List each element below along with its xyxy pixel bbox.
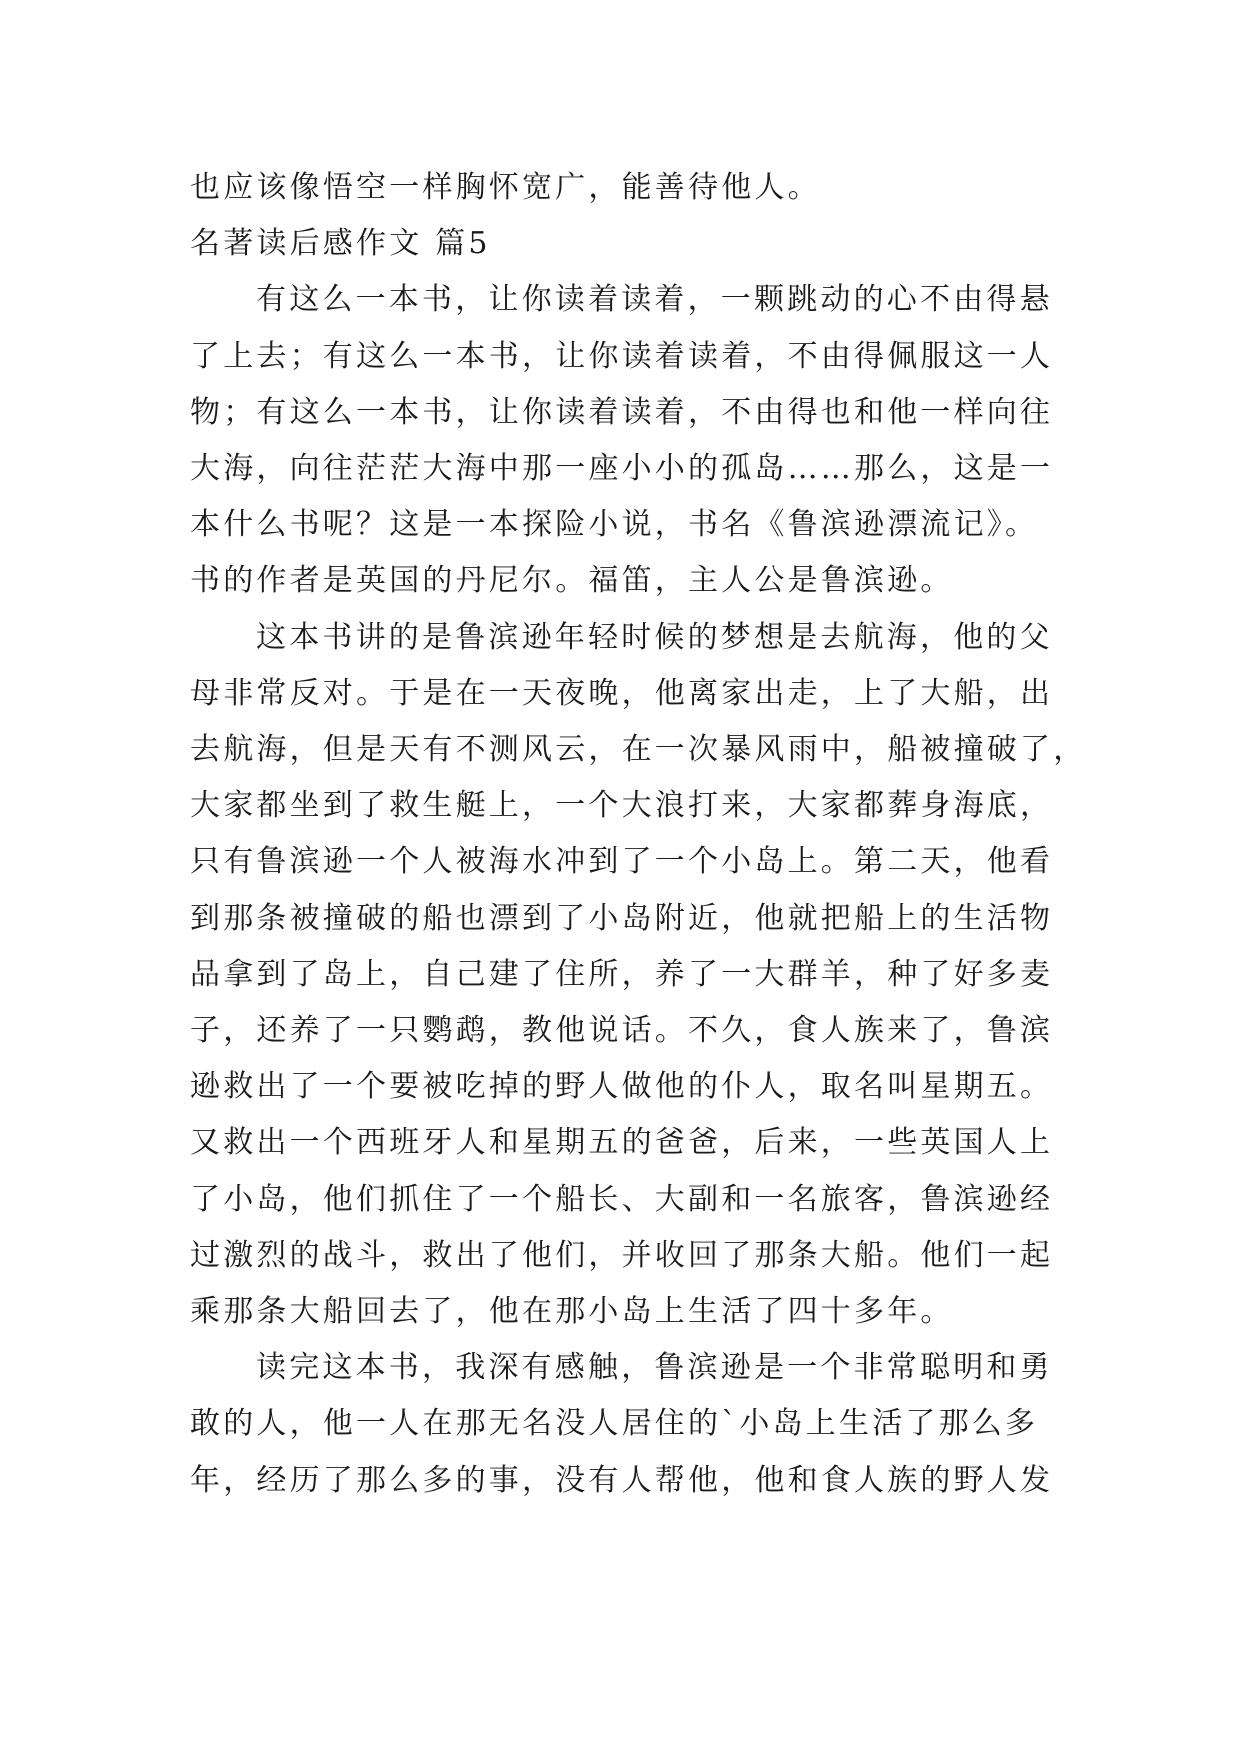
- paragraph-first-line: 读完这本书，我深有感触，鲁滨逊是一个非常聪明和勇: [256, 1350, 1053, 1386]
- text-line: 了小岛，他们抓住了一个船长、大副和一名旅客，鲁滨逊经: [190, 1181, 1054, 1217]
- text-line: 大家都坐到了救生艇上，一个大浪打来，大家都葬身海底，: [190, 788, 1054, 824]
- text-line: 大海，向往茫茫大海中那一座小小的孤岛……那么，这是一: [190, 451, 1054, 487]
- text-line: 过激烈的战斗，救出了他们，并收回了那条大船。他们一起: [190, 1237, 1054, 1273]
- text-line: 逊救出了一个要被吃掉的野人做他的仆人，取名叫星期五。: [190, 1069, 1054, 1105]
- text-line: 也应该像悟空一样胸怀宽广，能善待他人。: [190, 170, 821, 205]
- text-line: 又救出一个西班牙人和星期五的爸爸，后来，一些英国人上: [190, 1125, 1054, 1161]
- text-line: 乘那条大船回去了，他在那小岛上生活了四十多年。: [190, 1294, 954, 1330]
- text-line: 了上去；有这么一本书，让你读着读着，不由得佩服这一人: [190, 338, 1054, 374]
- text-line: 母非常反对。于是在一天夜晚，他离家出走，上了大船，出: [190, 675, 1054, 711]
- text-line: 只有鲁滨逊一个人被海水冲到了一个小岛上。第二天，他看: [190, 844, 1054, 880]
- text-line: 年，经历了那么多的事，没有人帮他，他和食人族的野人发: [190, 1462, 1054, 1498]
- text-line: 到那条被撞破的船也漂到了小岛附近，他就把船上的生活物: [190, 900, 1054, 936]
- text-line: 子，还养了一只鹦鹉，教他说话。不久，食人族来了，鲁滨: [190, 1013, 1054, 1049]
- text-line: 物；有这么一本书，让你读着读着，不由得也和他一样向往: [190, 394, 1054, 430]
- text-line: 敢的人，他一人在那无名没人居住的`小岛上生活了那么多: [190, 1406, 1039, 1442]
- document-body: [190, 160, 1087, 1509]
- text-line: 去航海，但是天有不测风云，在一次暴风雨中，船被撞破了，: [190, 732, 1087, 768]
- text-line: 品拿到了岛上，自己建了住所，养了一大群羊，种了好多麦: [190, 956, 1054, 992]
- section-heading: 名著读后感作文 篇5: [190, 226, 491, 262]
- paragraph-first-line: 这本书讲的是鲁滨逊年轻时候的梦想是去航海，他的父: [256, 619, 1053, 655]
- text-line: 本什么书呢？这是一本探险小说，书名《鲁滨逊漂流记》。: [190, 507, 1039, 543]
- text-line: 书的作者是英国的丹尼尔。福笛，主人公是鲁滨逊。: [190, 563, 954, 599]
- paragraph-first-line: 有这么一本书，让你读着读着，一颗跳动的心不由得悬: [256, 282, 1053, 318]
